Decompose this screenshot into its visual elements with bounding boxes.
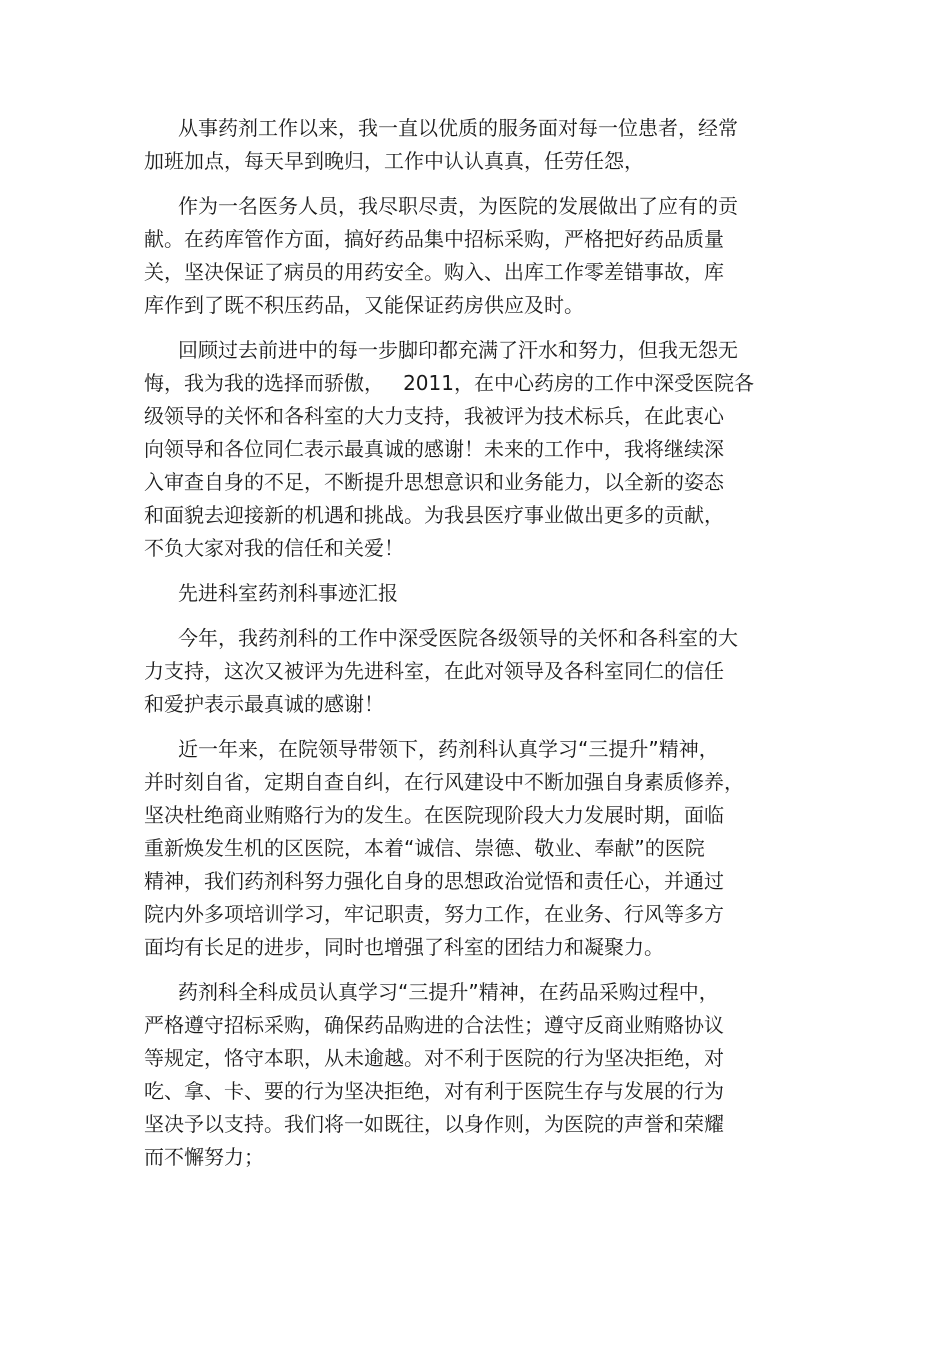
paragraph-first-line: 回顾过去前进中的每一步脚印都充满了汗水和努力，但我无怨无 bbox=[178, 338, 738, 362]
paragraph-line: 向领导和各位同仁表示最真诚的感谢！未来的工作中，我将继续深 bbox=[144, 437, 724, 461]
paragraph-line: 坚决杜绝商业贿赂行为的发生。在医院现阶段大力发展时期，面临 bbox=[144, 803, 724, 827]
paragraph-spacer bbox=[144, 565, 780, 577]
paragraph-line: 入审查自身的不足，不断提升思想意识和业务能力，以全新的姿态 bbox=[144, 470, 724, 494]
paragraph-line: 坚决予以支持。我们将一如既往，以身作则，为医院的声誉和荣耀 bbox=[144, 1112, 724, 1136]
paragraph-first-line: 作为一名医务人员，我尽职尽责，为医院的发展做出了应有的贡 bbox=[178, 194, 738, 218]
paragraph-line: 而不懈努力； bbox=[144, 1145, 264, 1169]
paragraph-line: 加班加点，每天早到晚归，工作中认认真真，任劳任怨， bbox=[144, 149, 644, 173]
paragraph-line: 库作到了既不积压药品，又能保证药房供应及时。 bbox=[144, 293, 584, 317]
paragraph-first-line: 今年，我药剂科的工作中深受医院各级领导的关怀和各科室的大 bbox=[178, 626, 738, 650]
paragraph-line: 严格遵守招标采购，确保药品购进的合法性；遵守反商业贿赂协议 bbox=[144, 1013, 724, 1037]
paragraph bbox=[144, 577, 780, 610]
paragraph-spacer bbox=[144, 178, 780, 190]
paragraph-line: 不负大家对我的信任和关爱！ bbox=[144, 536, 404, 560]
paragraph-line: 吃、拿、卡、要的行为坚决拒绝，对有利于医院生存与发展的行为 bbox=[144, 1079, 724, 1103]
paragraph-line: 力支持，这次又被评为先进科室，在此对领导及各科室同仁的信任 bbox=[144, 659, 724, 683]
paragraph-line: 和爱护表示最真诚的感谢！ bbox=[144, 692, 384, 716]
paragraph-line: 精神，我们药剂科努力强化自身的思想政治觉悟和责任心，并通过 bbox=[144, 869, 724, 893]
paragraph-spacer bbox=[144, 964, 780, 976]
paragraph-first-line: 近一年来，在院领导带领下，药剂科认真学习“三提升”精神， bbox=[178, 737, 719, 761]
paragraph bbox=[144, 733, 780, 964]
paragraph bbox=[144, 976, 780, 1174]
paragraph-line: 级领导的关怀和各科室的大力支持，我被评为技术标兵，在此衷心 bbox=[144, 404, 724, 428]
paragraph bbox=[144, 334, 780, 565]
paragraph-line: 悔，我为我的选择而骄傲， 2011，在中心药房的工作中深受医院各 bbox=[144, 371, 754, 395]
paragraph-line: 院内外多项培训学习，牢记职责，努力工作，在业务、行风等多方 bbox=[144, 902, 724, 926]
paragraph-first-line: 药剂科全科成员认真学习“三提升”精神，在药品采购过程中， bbox=[178, 980, 719, 1004]
paragraph bbox=[144, 190, 780, 322]
document-body bbox=[144, 112, 780, 1174]
paragraph bbox=[144, 622, 780, 721]
paragraph-spacer bbox=[144, 610, 780, 622]
paragraph-line: 和面貌去迎接新的机遇和挑战。为我县医疗事业做出更多的贡献， bbox=[144, 503, 724, 527]
paragraph-line: 并时刻自省，定期自查自纠，在行风建设中不断加强自身素质修养， bbox=[144, 770, 744, 794]
paragraph-line: 关，坚决保证了病员的用药安全。购入、出库工作零差错事故，库 bbox=[144, 260, 724, 284]
paragraph-first-line: 先进科室药剂科事迹汇报 bbox=[178, 581, 398, 605]
paragraph-first-line: 从事药剂工作以来，我一直以优质的服务面对每一位患者，经常 bbox=[178, 116, 738, 140]
paragraph-line: 重新焕发生机的区医院，本着“诚信、崇德、敬业、奉献”的医院 bbox=[144, 836, 705, 860]
paragraph bbox=[144, 112, 780, 178]
paragraph-line: 面均有长足的进步，同时也增强了科室的团结力和凝聚力。 bbox=[144, 935, 664, 959]
paragraph-spacer bbox=[144, 322, 780, 334]
paragraph-line: 献。在药库管作方面，搞好药品集中招标采购，严格把好药品质量 bbox=[144, 227, 724, 251]
paragraph-line: 等规定，恪守本职，从未逾越。对不利于医院的行为坚决拒绝，对 bbox=[144, 1046, 724, 1070]
paragraph-spacer bbox=[144, 721, 780, 733]
